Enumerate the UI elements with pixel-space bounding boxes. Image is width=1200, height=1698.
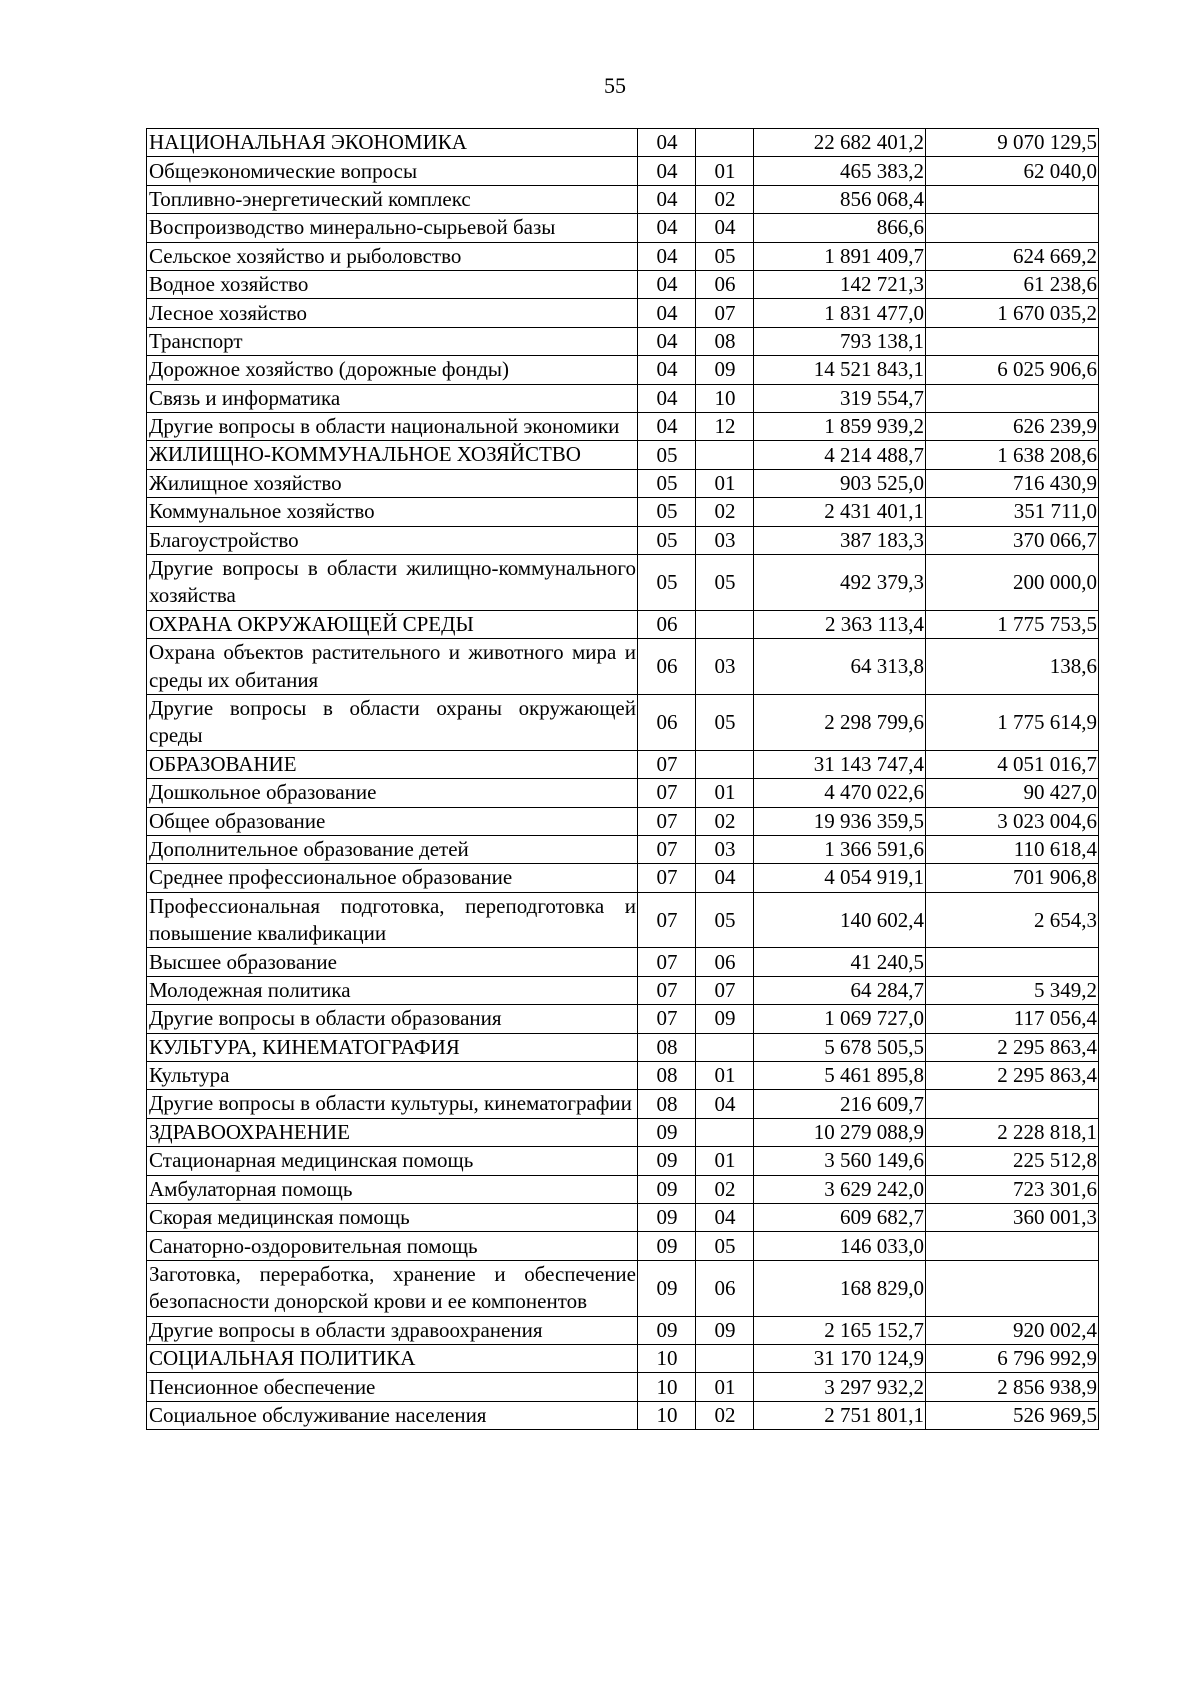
row-amount-1: 465 383,2: [754, 157, 926, 185]
row-amount-1: 609 682,7: [754, 1204, 926, 1232]
row-amount-1: 903 525,0: [754, 469, 926, 497]
row-name-cell: Социальное обслуживание населения: [147, 1401, 638, 1429]
row-amount-1: 168 829,0: [754, 1260, 926, 1316]
row-amount-2: 225 512,8: [926, 1147, 1099, 1175]
row-subsection-code: 01: [696, 1147, 754, 1175]
table-row: [147, 639, 1099, 695]
row-amount-1: 856 068,4: [754, 185, 926, 213]
row-amount-1: 866,6: [754, 214, 926, 242]
row-subsection-code: 01: [696, 779, 754, 807]
table-row: [147, 1005, 1099, 1033]
row-section-code: 08: [638, 1033, 696, 1061]
row-amount-2: 2 295 863,4: [926, 1033, 1099, 1061]
row-amount-2: [926, 1090, 1099, 1118]
row-section-code: 06: [638, 610, 696, 638]
row-name-cell: Другие вопросы в области охраны окружающей среды: [147, 694, 638, 750]
row-subsection-code: [696, 750, 754, 778]
row-amount-2: 6 025 906,6: [926, 356, 1099, 384]
row-amount-2: 723 301,6: [926, 1175, 1099, 1203]
table-row: [147, 214, 1099, 242]
row-amount-2: 1 638 208,6: [926, 441, 1099, 469]
row-amount-2: 200 000,0: [926, 554, 1099, 610]
row-subsection-code: 04: [696, 214, 754, 242]
table-row: [147, 864, 1099, 892]
row-amount-2: 920 002,4: [926, 1316, 1099, 1344]
row-subsection-code: 03: [696, 526, 754, 554]
row-name-cell: Лесное хозяйство: [147, 299, 638, 327]
row-section-code: 04: [638, 157, 696, 185]
row-amount-2: 370 066,7: [926, 526, 1099, 554]
row-name-cell: Охрана объектов растительного и животного мира и среды их обитания: [147, 639, 638, 695]
row-section-code: 08: [638, 1062, 696, 1090]
row-subsection-code: [696, 1345, 754, 1373]
row-section-code: 04: [638, 242, 696, 270]
row-section-code: 07: [638, 779, 696, 807]
row-amount-1: 64 313,8: [754, 639, 926, 695]
row-section-code: 09: [638, 1118, 696, 1146]
row-subsection-code: 02: [696, 498, 754, 526]
row-amount-2: [926, 384, 1099, 412]
row-subsection-code: 06: [696, 1260, 754, 1316]
table-row: [147, 1316, 1099, 1344]
row-subsection-code: 09: [696, 1316, 754, 1344]
row-name-cell: Скорая медицинская помощь: [147, 1204, 638, 1232]
row-amount-1: 1 069 727,0: [754, 1005, 926, 1033]
row-section-code: 08: [638, 1090, 696, 1118]
row-amount-2: 90 427,0: [926, 779, 1099, 807]
row-amount-1: 146 033,0: [754, 1232, 926, 1260]
row-amount-2: 9 070 129,5: [926, 129, 1099, 157]
row-subsection-code: 02: [696, 185, 754, 213]
row-subsection-code: 02: [696, 1401, 754, 1429]
row-subsection-code: 01: [696, 469, 754, 497]
row-amount-1: 4 470 022,6: [754, 779, 926, 807]
row-amount-2: [926, 327, 1099, 355]
row-amount-2: 1 670 035,2: [926, 299, 1099, 327]
row-subsection-code: 12: [696, 412, 754, 440]
row-amount-1: 1 831 477,0: [754, 299, 926, 327]
row-amount-2: 351 711,0: [926, 498, 1099, 526]
row-amount-2: 701 906,8: [926, 864, 1099, 892]
row-name-cell: Другие вопросы в области культуры, кинематографии: [147, 1090, 638, 1118]
row-name-cell: Другие вопросы в области здравоохранения: [147, 1316, 638, 1344]
table-row: [147, 1401, 1099, 1429]
row-name-cell: Другие вопросы в области образования: [147, 1005, 638, 1033]
row-name-cell: Транспорт: [147, 327, 638, 355]
table-row: [147, 356, 1099, 384]
row-section-code: 05: [638, 554, 696, 610]
row-subsection-code: [696, 610, 754, 638]
table-row: [147, 1090, 1099, 1118]
row-section-code: 07: [638, 1005, 696, 1033]
table-row: [147, 185, 1099, 213]
table-row: [147, 835, 1099, 863]
table-row: [147, 498, 1099, 526]
table-row: [147, 610, 1099, 638]
table-row: [147, 299, 1099, 327]
table-row: [147, 327, 1099, 355]
row-amount-2: 2 228 818,1: [926, 1118, 1099, 1146]
row-section-code: 09: [638, 1175, 696, 1203]
row-section-code: 07: [638, 892, 696, 948]
row-amount-2: [926, 1232, 1099, 1260]
row-subsection-code: 05: [696, 1232, 754, 1260]
row-section-code: 07: [638, 750, 696, 778]
row-amount-1: 492 379,3: [754, 554, 926, 610]
table-row: [147, 807, 1099, 835]
row-section-code: 09: [638, 1316, 696, 1344]
table-row: [147, 242, 1099, 270]
row-amount-1: 41 240,5: [754, 948, 926, 976]
row-name-cell: Дошкольное образование: [147, 779, 638, 807]
row-amount-2: 2 654,3: [926, 892, 1099, 948]
row-amount-2: 4 051 016,7: [926, 750, 1099, 778]
row-amount-2: 360 001,3: [926, 1204, 1099, 1232]
row-amount-1: 64 284,7: [754, 976, 926, 1004]
row-name-cell: Благоустройство: [147, 526, 638, 554]
row-amount-2: 624 669,2: [926, 242, 1099, 270]
table-row: [147, 1373, 1099, 1401]
row-section-code: 04: [638, 185, 696, 213]
row-amount-1: 319 554,7: [754, 384, 926, 412]
row-subsection-code: 05: [696, 554, 754, 610]
row-subsection-code: 06: [696, 948, 754, 976]
row-amount-2: 526 969,5: [926, 1401, 1099, 1429]
row-section-code: 10: [638, 1401, 696, 1429]
row-name-cell: КУЛЬТУРА, КИНЕМАТОГРАФИЯ: [147, 1033, 638, 1061]
table-row: [147, 384, 1099, 412]
row-name-cell: Высшее образование: [147, 948, 638, 976]
row-name-cell: Стационарная медицинская помощь: [147, 1147, 638, 1175]
row-name-cell: Культура: [147, 1062, 638, 1090]
budget-table-body: [147, 129, 1099, 1430]
row-amount-2: 2 295 863,4: [926, 1062, 1099, 1090]
row-name-cell: Связь и информатика: [147, 384, 638, 412]
row-name-cell: СОЦИАЛЬНАЯ ПОЛИТИКА: [147, 1345, 638, 1373]
row-subsection-code: 10: [696, 384, 754, 412]
row-subsection-code: 04: [696, 864, 754, 892]
row-subsection-code: 04: [696, 1090, 754, 1118]
row-subsection-code: 09: [696, 356, 754, 384]
row-amount-1: 142 721,3: [754, 270, 926, 298]
table-row: [147, 554, 1099, 610]
row-name-cell: Топливно-энергетический комплекс: [147, 185, 638, 213]
row-name-cell: ОБРАЗОВАНИЕ: [147, 750, 638, 778]
row-amount-2: [926, 185, 1099, 213]
row-amount-1: 10 279 088,9: [754, 1118, 926, 1146]
row-amount-1: 31 170 124,9: [754, 1345, 926, 1373]
row-amount-1: 3 297 932,2: [754, 1373, 926, 1401]
row-name-cell: Среднее профессиональное образование: [147, 864, 638, 892]
row-amount-2: 3 023 004,6: [926, 807, 1099, 835]
row-amount-1: 4 054 919,1: [754, 864, 926, 892]
row-amount-2: 138,6: [926, 639, 1099, 695]
row-name-cell: Общее образование: [147, 807, 638, 835]
row-section-code: 07: [638, 807, 696, 835]
row-name-cell: Воспроизводство минерально-сырьевой базы: [147, 214, 638, 242]
row-amount-1: 2 165 152,7: [754, 1316, 926, 1344]
row-amount-2: 626 239,9: [926, 412, 1099, 440]
row-subsection-code: 09: [696, 1005, 754, 1033]
row-section-code: 09: [638, 1147, 696, 1175]
row-subsection-code: 04: [696, 1204, 754, 1232]
row-amount-1: 1 891 409,7: [754, 242, 926, 270]
table-row: [147, 1175, 1099, 1203]
row-name-cell: Общеэкономические вопросы: [147, 157, 638, 185]
row-amount-2: 110 618,4: [926, 835, 1099, 863]
row-section-code: 05: [638, 498, 696, 526]
table-row: [147, 976, 1099, 1004]
table-row: [147, 1260, 1099, 1316]
row-amount-1: 2 751 801,1: [754, 1401, 926, 1429]
row-name-cell: Амбулаторная помощь: [147, 1175, 638, 1203]
row-section-code: 07: [638, 864, 696, 892]
row-name-cell: ОХРАНА ОКРУЖАЮЩЕЙ СРЕДЫ: [147, 610, 638, 638]
row-amount-1: 1 859 939,2: [754, 412, 926, 440]
row-section-code: 10: [638, 1373, 696, 1401]
row-subsection-code: 02: [696, 1175, 754, 1203]
row-amount-1: 22 682 401,2: [754, 129, 926, 157]
row-name-cell: Жилищное хозяйство: [147, 469, 638, 497]
row-subsection-code: 06: [696, 270, 754, 298]
row-section-code: 04: [638, 214, 696, 242]
table-row: [147, 1033, 1099, 1061]
table-row: [147, 750, 1099, 778]
row-subsection-code: [696, 1118, 754, 1146]
budget-table: [146, 128, 1099, 1430]
row-amount-2: 5 349,2: [926, 976, 1099, 1004]
row-amount-1: 2 298 799,6: [754, 694, 926, 750]
table-row: [147, 1232, 1099, 1260]
row-amount-1: 14 521 843,1: [754, 356, 926, 384]
table-row: [147, 1204, 1099, 1232]
row-section-code: 06: [638, 639, 696, 695]
row-section-code: 04: [638, 270, 696, 298]
row-name-cell: Молодежная политика: [147, 976, 638, 1004]
table-row: [147, 526, 1099, 554]
row-subsection-code: 07: [696, 299, 754, 327]
row-amount-2: 61 238,6: [926, 270, 1099, 298]
row-subsection-code: 05: [696, 694, 754, 750]
row-subsection-code: 01: [696, 157, 754, 185]
row-name-cell: Дорожное хозяйство (дорожные фонды): [147, 356, 638, 384]
table-row: [147, 441, 1099, 469]
row-amount-1: 3 629 242,0: [754, 1175, 926, 1203]
row-subsection-code: [696, 1033, 754, 1061]
row-subsection-code: 05: [696, 242, 754, 270]
row-subsection-code: [696, 129, 754, 157]
row-amount-2: [926, 1260, 1099, 1316]
row-subsection-code: 07: [696, 976, 754, 1004]
row-name-cell: НАЦИОНАЛЬНАЯ ЭКОНОМИКА: [147, 129, 638, 157]
row-section-code: 10: [638, 1345, 696, 1373]
row-amount-2: 1 775 614,9: [926, 694, 1099, 750]
row-amount-1: 1 366 591,6: [754, 835, 926, 863]
table-row: [147, 129, 1099, 157]
row-name-cell: Другие вопросы в области национальной экономики: [147, 412, 638, 440]
row-amount-2: 2 856 938,9: [926, 1373, 1099, 1401]
row-name-cell: Санаторно-оздоровительная помощь: [147, 1232, 638, 1260]
row-section-code: 09: [638, 1232, 696, 1260]
row-amount-1: 3 560 149,6: [754, 1147, 926, 1175]
row-section-code: 07: [638, 976, 696, 1004]
table-row: [147, 469, 1099, 497]
row-amount-1: 4 214 488,7: [754, 441, 926, 469]
row-amount-1: 19 936 359,5: [754, 807, 926, 835]
row-amount-1: 387 183,3: [754, 526, 926, 554]
table-row: [147, 892, 1099, 948]
table-row: [147, 1147, 1099, 1175]
row-name-cell: ЖИЛИЩНО-КОММУНАЛЬНОЕ ХОЗЯЙСТВО: [147, 441, 638, 469]
row-section-code: 09: [638, 1260, 696, 1316]
row-subsection-code: 08: [696, 327, 754, 355]
table-row: [147, 948, 1099, 976]
row-amount-2: 117 056,4: [926, 1005, 1099, 1033]
table-row: [147, 412, 1099, 440]
row-amount-1: 2 431 401,1: [754, 498, 926, 526]
page-number: 55: [604, 73, 626, 98]
row-name-cell: Профессиональная подготовка, переподготовка и повышение квалификации: [147, 892, 638, 948]
table-row: [147, 1118, 1099, 1146]
row-name-cell: Пенсионное обеспечение: [147, 1373, 638, 1401]
row-amount-1: 31 143 747,4: [754, 750, 926, 778]
row-subsection-code: [696, 441, 754, 469]
row-name-cell: Коммунальное хозяйство: [147, 498, 638, 526]
row-name-cell: Дополнительное образование детей: [147, 835, 638, 863]
row-amount-2: 6 796 992,9: [926, 1345, 1099, 1373]
row-name-cell: Другие вопросы в области жилищно-коммунального хозяйства: [147, 554, 638, 610]
row-amount-1: 5 678 505,5: [754, 1033, 926, 1061]
row-subsection-code: 01: [696, 1373, 754, 1401]
row-amount-2: [926, 948, 1099, 976]
row-section-code: 04: [638, 129, 696, 157]
table-row: [147, 157, 1099, 185]
row-amount-2: 716 430,9: [926, 469, 1099, 497]
row-amount-1: 793 138,1: [754, 327, 926, 355]
row-section-code: 06: [638, 694, 696, 750]
row-subsection-code: 01: [696, 1062, 754, 1090]
row-subsection-code: 03: [696, 639, 754, 695]
row-amount-1: 2 363 113,4: [754, 610, 926, 638]
row-amount-2: [926, 214, 1099, 242]
table-row: [147, 1345, 1099, 1373]
table-row: [147, 694, 1099, 750]
row-section-code: 04: [638, 327, 696, 355]
row-amount-1: 140 602,4: [754, 892, 926, 948]
table-row: [147, 1062, 1099, 1090]
row-amount-2: 1 775 753,5: [926, 610, 1099, 638]
table-row: [147, 779, 1099, 807]
row-section-code: 05: [638, 526, 696, 554]
row-name-cell: Заготовка, переработка, хранение и обеспечение безопасности донорской крови и ее компонентов: [147, 1260, 638, 1316]
row-section-code: 07: [638, 835, 696, 863]
table-row: [147, 270, 1099, 298]
row-name-cell: Сельское хозяйство и рыболовство: [147, 242, 638, 270]
row-section-code: 05: [638, 469, 696, 497]
row-amount-1: 216 609,7: [754, 1090, 926, 1118]
row-section-code: 04: [638, 412, 696, 440]
row-subsection-code: 02: [696, 807, 754, 835]
row-amount-1: 5 461 895,8: [754, 1062, 926, 1090]
row-amount-2: 62 040,0: [926, 157, 1099, 185]
row-section-code: 04: [638, 384, 696, 412]
row-name-cell: Водное хозяйство: [147, 270, 638, 298]
row-subsection-code: 03: [696, 835, 754, 863]
row-section-code: 07: [638, 948, 696, 976]
row-section-code: 04: [638, 299, 696, 327]
row-section-code: 04: [638, 356, 696, 384]
row-section-code: 09: [638, 1204, 696, 1232]
row-subsection-code: 05: [696, 892, 754, 948]
row-name-cell: ЗДРАВООХРАНЕНИЕ: [147, 1118, 638, 1146]
row-section-code: 05: [638, 441, 696, 469]
